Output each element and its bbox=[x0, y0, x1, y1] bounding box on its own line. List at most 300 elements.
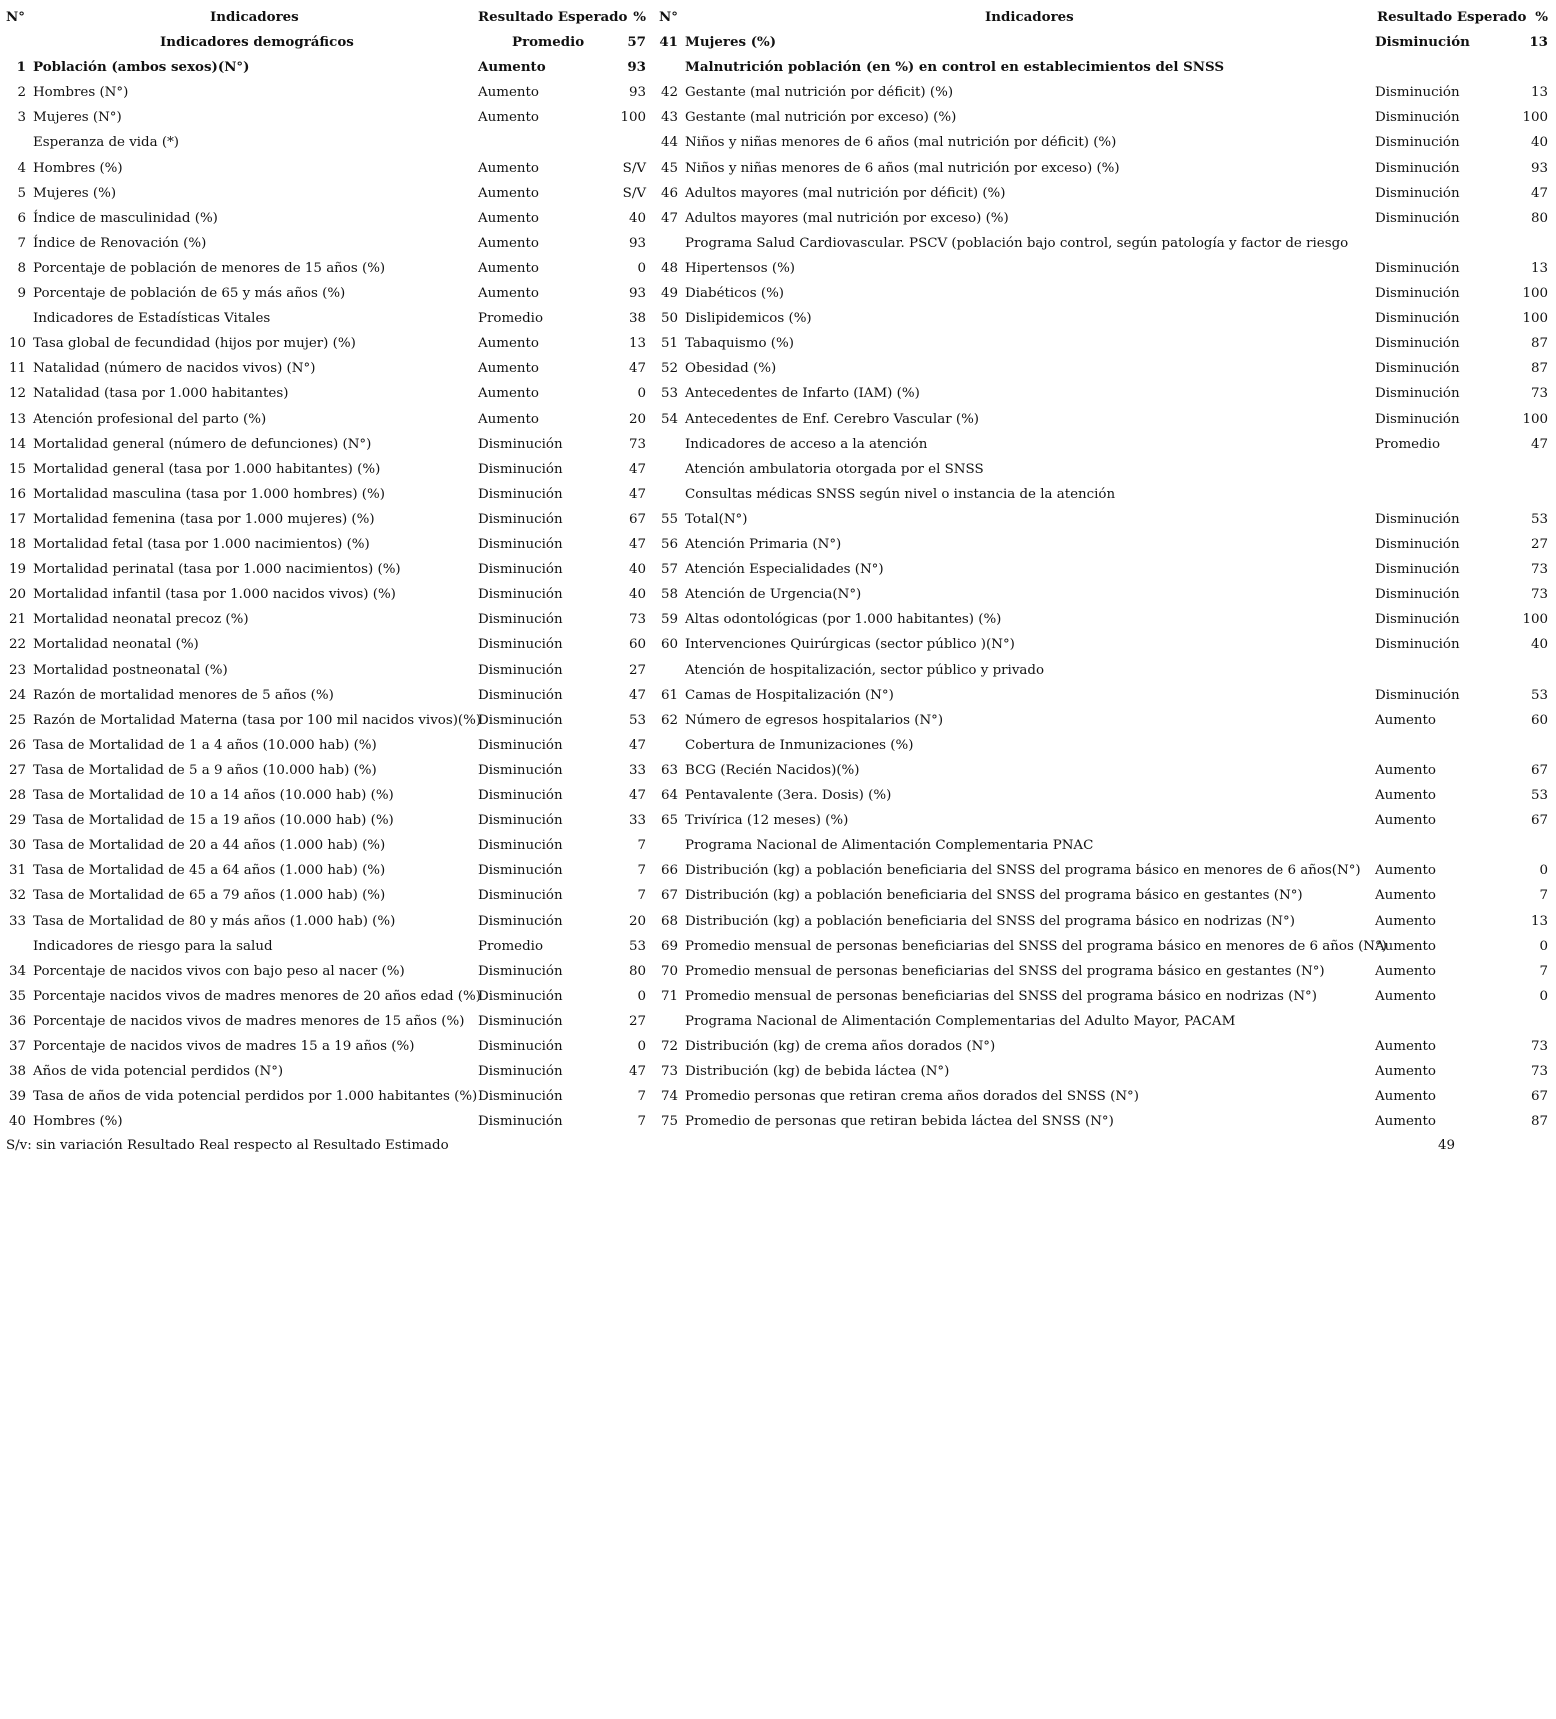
row-num-left: 40 bbox=[8, 1114, 26, 1130]
row-num-left: 36 bbox=[8, 1013, 26, 1029]
row-num-left: 24 bbox=[8, 687, 26, 703]
row-indicator-right: Adultos mayores (mal nutrición por exceso) (%) bbox=[685, 210, 1009, 226]
row-pct-left: 38 bbox=[628, 311, 646, 327]
row-pct-right: 7 bbox=[1539, 963, 1548, 979]
header-indicadores-right: Indicadores bbox=[985, 9, 1074, 25]
row-indicator-left: Razón de mortalidad menores de 5 años (%) bbox=[33, 687, 334, 703]
row-num-left: 5 bbox=[17, 185, 26, 201]
row-pct-left: 47 bbox=[628, 461, 646, 477]
row-indicator-left: Porcentaje de nacidos vivos de madres menores de 15 años (%) bbox=[33, 1013, 465, 1029]
table-row bbox=[0, 733, 1556, 758]
row-result-left: Disminución bbox=[478, 436, 563, 452]
row-pct-right: 100 bbox=[1522, 286, 1548, 301]
header-resultado-left: Resultado Esperado bbox=[478, 9, 628, 25]
row-indicator-left: Tasa de Mortalidad de 1 a 4 años (10.000 hab) (%) bbox=[33, 737, 377, 753]
row-result-left: Aumento bbox=[478, 361, 539, 377]
row-pct-left: 47 bbox=[628, 737, 646, 753]
row-pct-right: 7 bbox=[1539, 888, 1548, 904]
row-result-left: Disminución bbox=[478, 863, 563, 879]
row-indicator-right: Niños y niñas menores de 6 años (mal nutrición por déficit) (%) bbox=[685, 135, 1117, 151]
row-indicator-left: Hombres (%) bbox=[33, 1114, 123, 1130]
row-indicator-right: Promedio mensual de personas beneficiarias del SNSS del programa básico en gestantes (N°) bbox=[685, 963, 1325, 979]
row-indicator-left: Mortalidad infantil (tasa por 1.000 nacidos vivos) (%) bbox=[33, 587, 396, 603]
row-indicator-right: Programa Nacional de Alimentación Complementarias del Adulto Mayor, PACAM bbox=[685, 1013, 1236, 1029]
row-num-right: 68 bbox=[660, 913, 678, 929]
row-indicator-right: Obesidad (%) bbox=[685, 361, 777, 377]
row-result-left: Aumento bbox=[478, 411, 539, 427]
row-result-left: Disminución bbox=[478, 612, 563, 628]
row-num-left: 17 bbox=[8, 511, 26, 527]
row-pct-right: 53 bbox=[1530, 788, 1548, 803]
row-indicator-right: Gestante (mal nutrición por déficit) (%) bbox=[685, 85, 954, 101]
row-result-left: Disminución bbox=[478, 1013, 563, 1029]
table-row bbox=[0, 55, 1556, 80]
table-row bbox=[0, 181, 1556, 206]
row-indicator-right: BCG (Recién Nacidos)(%) bbox=[685, 762, 860, 778]
row-result-right: Aumento bbox=[1375, 762, 1436, 778]
row-num-right: 46 bbox=[660, 185, 678, 201]
table-row bbox=[0, 432, 1556, 457]
row-pct-left: 93 bbox=[628, 235, 646, 251]
row-result-right: Aumento bbox=[1375, 1064, 1436, 1080]
table-row bbox=[0, 959, 1556, 984]
table-row bbox=[0, 1009, 1556, 1034]
row-num-left: 1 bbox=[16, 59, 26, 76]
row-result-left: Disminución bbox=[478, 687, 563, 703]
row-result-left: Aumento bbox=[478, 59, 546, 76]
row-pct-left: 7 bbox=[637, 863, 646, 879]
row-indicator-right: Promedio de personas que retiran bebida láctea del SNSS (N°) bbox=[685, 1114, 1114, 1130]
row-pct-right: 67 bbox=[1530, 1089, 1548, 1105]
row-pct-right: 100 bbox=[1522, 612, 1548, 628]
row-result-left: Disminución bbox=[478, 813, 563, 829]
row-result-left: Disminución bbox=[478, 1064, 563, 1080]
row-pct-left: 93 bbox=[628, 85, 646, 101]
row-indicator-left: Tasa global de fecundidad (hijos por mujer) (%) bbox=[33, 336, 356, 352]
row-num-right: 42 bbox=[660, 85, 678, 101]
row-pct-left: 20 bbox=[628, 411, 646, 427]
row-num-left: 33 bbox=[8, 913, 26, 929]
row-result-right: Aumento bbox=[1375, 863, 1436, 879]
row-pct-left: 57 bbox=[627, 34, 646, 50]
row-result-right: Disminución bbox=[1375, 110, 1460, 126]
row-result-left: Promedio bbox=[478, 311, 544, 327]
row-indicator-left: Mortalidad neonatal precoz (%) bbox=[33, 612, 249, 628]
header-pct-right: % bbox=[1535, 9, 1548, 25]
row-num-left: 28 bbox=[8, 788, 26, 803]
row-indicator-left: Hombres (N°) bbox=[33, 85, 129, 101]
row-pct-left: 7 bbox=[637, 1114, 646, 1130]
row-num-left: 32 bbox=[8, 888, 26, 904]
row-pct-left: 7 bbox=[637, 838, 646, 854]
row-num-left: 26 bbox=[8, 737, 26, 753]
row-result-right: Disminución bbox=[1375, 361, 1460, 377]
row-num-right: 43 bbox=[660, 110, 678, 126]
row-result-right: Aumento bbox=[1375, 888, 1436, 904]
row-indicator-right: Gestante (mal nutrición por exceso) (%) bbox=[685, 110, 957, 126]
row-pct-right: 13 bbox=[1530, 913, 1548, 929]
row-indicator-right: Promedio mensual de personas beneficiarias del SNSS del programa básico en nodrizas (N°) bbox=[685, 988, 1317, 1004]
row-num-left: 27 bbox=[8, 762, 26, 778]
row-pct-right: 40 bbox=[1530, 637, 1548, 653]
row-pct-right: 100 bbox=[1522, 311, 1548, 327]
row-indicator-right: Antecedentes de Enf. Cerebro Vascular (%) bbox=[685, 411, 980, 427]
table-header bbox=[0, 5, 1556, 30]
row-result-left: Disminución bbox=[478, 511, 563, 527]
row-pct-left: 40 bbox=[628, 210, 646, 226]
row-num-left: 18 bbox=[8, 537, 26, 552]
row-pct-left: 0 bbox=[637, 988, 646, 1004]
row-pct-right: 100 bbox=[1522, 110, 1548, 126]
row-pct-left: 7 bbox=[637, 1089, 646, 1105]
row-result-right: Disminución bbox=[1375, 386, 1460, 402]
page-number: 49 bbox=[1438, 1138, 1456, 1153]
row-num-right: 75 bbox=[660, 1114, 678, 1130]
row-result-left: Aumento bbox=[478, 235, 539, 251]
row-num-right: 51 bbox=[660, 336, 678, 352]
row-indicator-left: Atención profesional del parto (%) bbox=[33, 411, 267, 427]
row-pct-left: 0 bbox=[637, 386, 646, 402]
row-indicator-right: Dislipidemicos (%) bbox=[685, 311, 812, 327]
row-result-left: Aumento bbox=[478, 185, 539, 201]
row-indicator-right: Intervenciones Quirúrgicas (sector público )(N°) bbox=[685, 637, 1015, 653]
row-pct-left: 40 bbox=[628, 587, 646, 603]
row-pct-right: 87 bbox=[1530, 1114, 1548, 1130]
row-result-right: Disminución bbox=[1375, 160, 1460, 176]
row-pct-left: 33 bbox=[628, 762, 646, 778]
row-num-left: 14 bbox=[8, 436, 26, 452]
header-resultado-right: Resultado Esperado bbox=[1377, 9, 1527, 25]
table-row bbox=[0, 984, 1556, 1009]
table-row bbox=[0, 1059, 1556, 1084]
row-result-right: Aumento bbox=[1375, 1114, 1436, 1130]
row-pct-right: 53 bbox=[1530, 511, 1548, 527]
row-num-right: 72 bbox=[660, 1039, 678, 1054]
table-row bbox=[0, 708, 1556, 733]
row-pct-right: 47 bbox=[1530, 185, 1548, 201]
row-num-right: 41 bbox=[659, 34, 678, 50]
row-indicator-left: Mortalidad general (tasa por 1.000 habitantes) (%) bbox=[33, 461, 381, 477]
row-num-right: 64 bbox=[660, 788, 678, 803]
row-indicator-right: Programa Nacional de Alimentación Complementaria PNAC bbox=[685, 838, 1094, 854]
table-row bbox=[0, 858, 1556, 883]
row-indicator-left: Tasa de Mortalidad de 5 a 9 años (10.000 hab) (%) bbox=[33, 762, 377, 778]
row-indicator-right: Altas odontológicas (por 1.000 habitantes) (%) bbox=[685, 612, 1002, 628]
row-result-left: Promedio bbox=[478, 938, 544, 954]
row-pct-right: 87 bbox=[1530, 361, 1548, 377]
row-num-left: 10 bbox=[8, 336, 26, 352]
row-indicator-left: Mortalidad femenina (tasa por 1.000 mujeres) (%) bbox=[33, 511, 375, 527]
row-num-left: 3 bbox=[17, 110, 26, 126]
table-row bbox=[0, 883, 1556, 908]
row-pct-left: 100 bbox=[620, 110, 646, 126]
row-num-left: 8 bbox=[17, 260, 26, 276]
row-indicator-right: Tabaquismo (%) bbox=[685, 336, 794, 352]
row-pct-right: 40 bbox=[1530, 135, 1548, 151]
row-result-right: Disminución bbox=[1375, 411, 1460, 427]
row-result-left: Disminución bbox=[478, 888, 563, 904]
header-pct-left: % bbox=[633, 9, 646, 25]
row-indicator-left: Mortalidad masculina (tasa por 1.000 hombres) (%) bbox=[33, 486, 385, 502]
row-pct-left: 47 bbox=[628, 537, 646, 552]
row-result-right: Disminución bbox=[1375, 311, 1460, 327]
table-row bbox=[0, 683, 1556, 708]
row-num-right: 52 bbox=[660, 361, 678, 377]
row-num-left: 35 bbox=[8, 988, 26, 1004]
row-pct-right: 73 bbox=[1530, 1064, 1548, 1080]
row-result-left: Aumento bbox=[478, 336, 539, 352]
table-row bbox=[0, 833, 1556, 858]
row-result-left: Disminución bbox=[478, 737, 563, 753]
table-row bbox=[0, 206, 1556, 231]
row-indicator-left: Mortalidad neonatal (%) bbox=[33, 637, 199, 653]
row-indicator-right: Atención Primaria (N°) bbox=[685, 537, 842, 552]
row-result-right: Disminución bbox=[1375, 587, 1460, 603]
row-pct-right: 53 bbox=[1530, 687, 1548, 703]
row-pct-left: 80 bbox=[628, 963, 646, 979]
table-row bbox=[0, 231, 1556, 256]
row-indicator-left: Tasa de años de vida potencial perdidos por 1.000 habitantes (%) bbox=[33, 1089, 478, 1105]
footnote: S/v: sin variación Resultado Real respecto al Resultado Estimado bbox=[6, 1138, 449, 1153]
table-row bbox=[0, 1084, 1556, 1109]
row-indicator-right: Antecedentes de Infarto (IAM) (%) bbox=[685, 386, 920, 402]
row-num-right: 73 bbox=[660, 1064, 678, 1080]
row-indicator-left: Porcentaje de nacidos vivos de madres 15 a 19 años (%) bbox=[33, 1039, 415, 1054]
row-result-left: Disminución bbox=[478, 537, 563, 552]
row-num-left: 15 bbox=[8, 461, 26, 477]
row-pct-right: 0 bbox=[1539, 988, 1548, 1004]
row-indicator-right: Total(N°) bbox=[685, 511, 748, 527]
row-pct-left: 27 bbox=[628, 1013, 646, 1029]
row-indicator-left: Natalidad (número de nacidos vivos) (N°) bbox=[33, 361, 316, 377]
row-result-right: Aumento bbox=[1375, 712, 1436, 728]
row-result-left: Disminución bbox=[478, 913, 563, 929]
row-pct-right: 47 bbox=[1530, 436, 1548, 452]
row-pct-right: 67 bbox=[1530, 762, 1548, 778]
row-pct-right: 13 bbox=[1530, 85, 1548, 101]
table-row bbox=[0, 758, 1556, 783]
row-result-left: Disminución bbox=[478, 486, 563, 502]
table-row bbox=[0, 30, 1556, 55]
row-num-right: 49 bbox=[660, 286, 678, 301]
row-indicator-right: Distribución (kg) a población beneficiaria del SNSS del programa básico en menores de 6 años(N°) bbox=[685, 863, 1361, 879]
row-result-right: Aumento bbox=[1375, 963, 1436, 979]
row-num-right: 61 bbox=[660, 687, 678, 703]
row-num-right: 50 bbox=[660, 311, 678, 327]
row-num-left: 7 bbox=[17, 235, 26, 251]
header-indicadores-left: Indicadores bbox=[210, 9, 299, 25]
row-result-left: Aumento bbox=[478, 110, 539, 126]
row-result-right: Disminución bbox=[1375, 85, 1460, 101]
row-pct-right: 60 bbox=[1530, 712, 1548, 728]
row-result-left: Disminución bbox=[478, 1039, 563, 1054]
footer bbox=[0, 1133, 1556, 1158]
table-row bbox=[0, 130, 1556, 155]
row-num-right: 48 bbox=[660, 260, 678, 276]
row-pct-left: 73 bbox=[628, 612, 646, 628]
row-indicator-left: Años de vida potencial perdidos (N°) bbox=[33, 1064, 284, 1080]
row-indicator-right: Hipertensos (%) bbox=[685, 260, 796, 276]
row-num-right: 66 bbox=[660, 863, 678, 879]
row-num-right: 60 bbox=[660, 637, 678, 653]
row-indicator-left: Población (ambos sexos)(N°) bbox=[33, 59, 250, 76]
row-result-right: Aumento bbox=[1375, 913, 1436, 929]
table-row bbox=[0, 80, 1556, 105]
row-indicator-left: Mortalidad perinatal (tasa por 1.000 nacimientos) (%) bbox=[33, 562, 401, 578]
row-indicator-right: Atención de Urgencia(N°) bbox=[685, 587, 862, 603]
row-pct-right: 80 bbox=[1530, 210, 1548, 226]
row-num-left: 39 bbox=[8, 1089, 26, 1105]
row-pct-right: 13 bbox=[1529, 34, 1548, 50]
row-result-left: Disminución bbox=[478, 712, 563, 728]
row-pct-left: 47 bbox=[628, 486, 646, 502]
row-result-left: Disminución bbox=[478, 587, 563, 603]
row-num-left: 34 bbox=[8, 963, 26, 979]
row-num-right: 63 bbox=[660, 762, 678, 778]
row-indicator-right: Número de egresos hospitalarios (N°) bbox=[685, 712, 944, 728]
row-num-left: 22 bbox=[8, 637, 26, 653]
table-row bbox=[0, 557, 1556, 582]
table-row bbox=[0, 632, 1556, 657]
row-result-right: Disminución bbox=[1375, 562, 1460, 578]
row-indicator-left: Porcentaje de nacidos vivos con bajo peso al nacer (%) bbox=[33, 963, 405, 979]
row-indicator-left: Porcentaje de población de menores de 15 años (%) bbox=[33, 260, 386, 276]
row-pct-right: 73 bbox=[1530, 1039, 1548, 1054]
row-result-right: Aumento bbox=[1375, 938, 1436, 954]
row-pct-left: 47 bbox=[628, 687, 646, 703]
row-result-right: Disminución bbox=[1375, 210, 1460, 226]
row-indicator-left: Porcentaje nacidos vivos de madres menores de 20 años edad (%) bbox=[33, 988, 481, 1004]
row-indicator-right: Distribución (kg) de crema años dorados (N°) bbox=[685, 1039, 996, 1054]
row-result-left: Aumento bbox=[478, 386, 539, 402]
table-row bbox=[0, 783, 1556, 808]
row-num-right: 56 bbox=[660, 537, 678, 552]
row-pct-left: 0 bbox=[637, 260, 646, 276]
row-indicator-left: Mujeres (%) bbox=[33, 185, 117, 201]
row-num-left: 16 bbox=[8, 486, 26, 502]
row-indicator-left: Tasa de Mortalidad de 20 a 44 años (1.000 hab) (%) bbox=[33, 838, 386, 854]
row-result-right: Disminución bbox=[1375, 260, 1460, 276]
table-row bbox=[0, 407, 1556, 432]
table-row bbox=[0, 1034, 1556, 1059]
table-row bbox=[0, 356, 1556, 381]
table-row bbox=[0, 808, 1556, 833]
row-result-left: Disminución bbox=[478, 788, 563, 803]
row-result-right: Disminución bbox=[1375, 687, 1460, 703]
row-num-left: 4 bbox=[17, 160, 26, 176]
table-row bbox=[0, 281, 1556, 306]
row-indicator-right: Distribución (kg) a población beneficiaria del SNSS del programa básico en nodrizas (N°) bbox=[685, 913, 1295, 929]
row-num-left: 19 bbox=[8, 562, 26, 578]
row-num-left: 38 bbox=[8, 1064, 26, 1080]
row-indicator-right: Promedio mensual de personas beneficiarias del SNSS del programa básico en menores de 6 años (N°) bbox=[685, 938, 1387, 954]
row-num-right: 55 bbox=[660, 511, 678, 527]
row-result-left: Disminución bbox=[478, 762, 563, 778]
row-indicator-left: Razón de Mortalidad Materna (tasa por 100 mil nacidos vivos)(%) bbox=[33, 712, 482, 728]
row-indicator-left: Indicadores demográficos bbox=[160, 34, 354, 50]
row-pct-left: 20 bbox=[628, 913, 646, 929]
row-pct-left: 40 bbox=[628, 562, 646, 578]
row-result-right: Promedio bbox=[1375, 436, 1441, 452]
row-result-right: Disminución bbox=[1375, 286, 1460, 301]
row-pct-left: S/V bbox=[622, 185, 646, 201]
row-pct-right: 73 bbox=[1530, 386, 1548, 402]
row-num-right: 54 bbox=[660, 411, 678, 427]
row-num-right: 71 bbox=[660, 988, 678, 1004]
row-result-right: Disminución bbox=[1375, 336, 1460, 352]
row-num-left: 37 bbox=[8, 1039, 26, 1054]
row-result-left: Aumento bbox=[478, 286, 539, 301]
row-num-left: 6 bbox=[17, 210, 26, 226]
row-pct-left: 7 bbox=[637, 888, 646, 904]
row-result-right: Disminución bbox=[1375, 511, 1460, 527]
row-result-left: Disminución bbox=[478, 637, 563, 653]
row-num-left: 30 bbox=[8, 838, 26, 854]
row-indicator-right: Trivírica (12 meses) (%) bbox=[685, 813, 849, 829]
row-pct-left: 47 bbox=[628, 361, 646, 377]
row-result-right: Aumento bbox=[1375, 1039, 1436, 1054]
row-pct-left: 73 bbox=[628, 436, 646, 452]
row-indicator-left: Indicadores de Estadísticas Vitales bbox=[33, 311, 271, 327]
row-result-right: Aumento bbox=[1375, 988, 1436, 1004]
row-result-left: Promedio bbox=[512, 34, 585, 50]
row-result-left: Disminución bbox=[478, 988, 563, 1004]
row-result-right: Disminución bbox=[1375, 34, 1470, 50]
row-indicator-left: Tasa de Mortalidad de 45 a 64 años (1.000 hab) (%) bbox=[33, 863, 386, 879]
row-result-left: Disminución bbox=[478, 562, 563, 578]
row-num-right: 67 bbox=[660, 888, 678, 904]
row-num-right: 59 bbox=[660, 612, 678, 628]
row-result-right: Disminución bbox=[1375, 612, 1460, 628]
row-result-right: Disminución bbox=[1375, 185, 1460, 201]
row-indicator-left: Porcentaje de población de 65 y más años (%) bbox=[33, 286, 346, 301]
row-num-right: 45 bbox=[660, 160, 678, 176]
table-row bbox=[0, 582, 1556, 607]
row-pct-right: 100 bbox=[1522, 411, 1548, 427]
row-pct-right: 73 bbox=[1530, 562, 1548, 578]
row-pct-left: 53 bbox=[628, 712, 646, 728]
row-indicator-left: Tasa de Mortalidad de 10 a 14 años (10.000 hab) (%) bbox=[33, 788, 394, 803]
row-indicator-right: Atención ambulatoria otorgada por el SNSS bbox=[685, 461, 984, 477]
row-pct-left: 33 bbox=[628, 813, 646, 829]
header-num-right: N° bbox=[659, 9, 678, 25]
row-indicator-left: Indicadores de riesgo para la salud bbox=[33, 938, 273, 954]
row-indicator-right: Camas de Hospitalización (N°) bbox=[685, 687, 894, 703]
row-num-right: 70 bbox=[660, 963, 678, 979]
row-pct-left: 53 bbox=[628, 938, 646, 954]
row-result-left: Disminución bbox=[478, 1089, 563, 1105]
row-indicator-left: Mortalidad fetal (tasa por 1.000 nacimientos) (%) bbox=[33, 537, 370, 552]
row-indicator-right: Atención Especialidades (N°) bbox=[685, 562, 884, 578]
table-row bbox=[0, 457, 1556, 482]
row-pct-right: 0 bbox=[1539, 938, 1548, 954]
row-pct-right: 0 bbox=[1539, 863, 1548, 879]
row-result-right: Aumento bbox=[1375, 813, 1436, 829]
row-indicator-left: Índice de Renovación (%) bbox=[33, 235, 207, 251]
row-pct-right: 13 bbox=[1530, 260, 1548, 276]
row-pct-left: 67 bbox=[628, 511, 646, 527]
row-indicator-right: Programa Salud Cardiovascular. PSCV (población bajo control, según patología y factor de riesgo bbox=[685, 235, 1349, 251]
row-indicator-right: Adultos mayores (mal nutrición por déficit) (%) bbox=[685, 185, 1006, 201]
row-pct-left: 13 bbox=[628, 336, 646, 352]
table-row bbox=[0, 306, 1556, 331]
row-num-right: 44 bbox=[660, 135, 678, 151]
row-indicator-left: Mortalidad postneonatal (%) bbox=[33, 662, 228, 678]
row-pct-left: 60 bbox=[628, 637, 646, 653]
row-result-left: Aumento bbox=[478, 160, 539, 176]
row-result-left: Disminución bbox=[478, 662, 563, 678]
row-indicator-left: Natalidad (tasa por 1.000 habitantes) bbox=[33, 386, 289, 402]
